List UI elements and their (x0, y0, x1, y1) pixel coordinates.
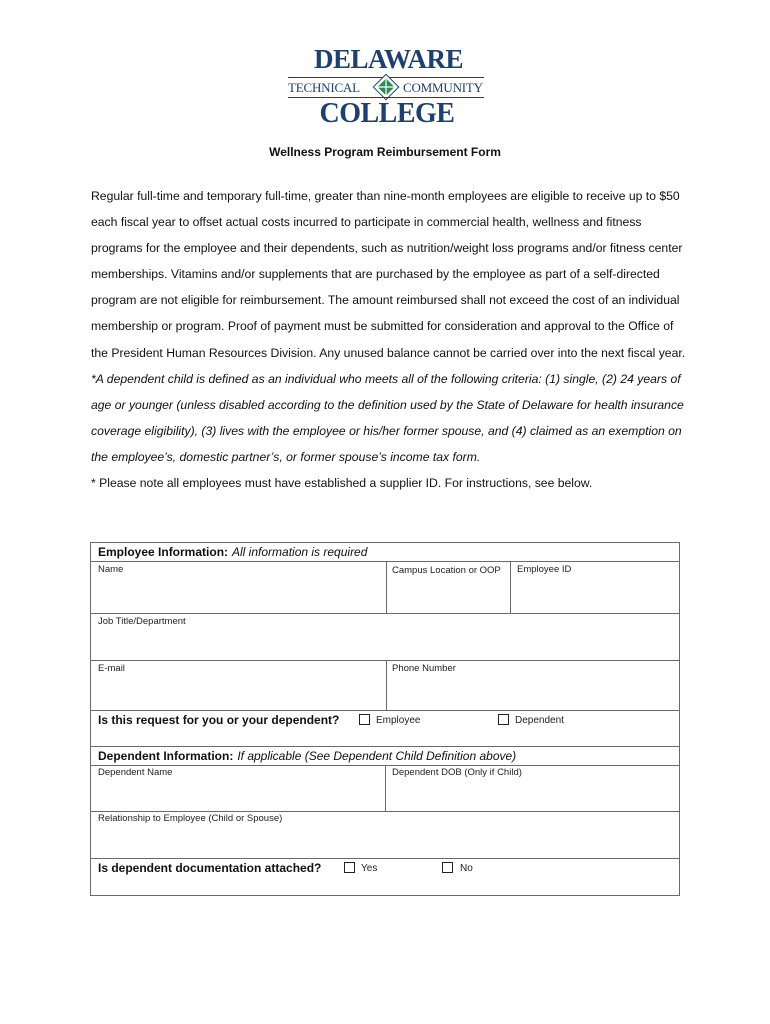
supplier-note-paragraph: * Please note all employees must have established a supplier ID. For instructions, see below. (91, 476, 593, 491)
dependent-definition-paragraph: *A dependent child is defined as an individual who meets all of the following criteria: (1) single, (2) 24 years of age or younger (unless disabled according to the definition used by the State of Delaware for health insurance coverage eligibility), (3) lives with the employee or his/her former spouse, and (4) claimed as an exemption on the employee’s, domestic partner’s, or former spouse’s income tax form. (91, 371, 684, 464)
dependent-option-label: Dependent (515, 715, 564, 726)
college-logo (288, 44, 484, 128)
logo-line-2-left: TECHNICAL (288, 80, 360, 95)
logo-line-3: COLLEGE (319, 98, 455, 129)
request-question-label: Is this request for you or your dependent? (98, 713, 340, 727)
dependent-section-title: Dependent Information: (98, 749, 234, 763)
name-field[interactable] (91, 562, 386, 613)
dependent-section-note: If applicable (See Dependent Child Definition above) (237, 749, 517, 763)
employee-id-field[interactable] (511, 562, 679, 613)
yes-checkbox[interactable] (344, 862, 355, 873)
job-title-field[interactable] (91, 614, 679, 660)
dependent-dob-label: Dependent DOB (Only if Child) (392, 767, 522, 778)
name-label: Name (98, 564, 124, 575)
logo-line-1: DELAWARE (314, 44, 464, 74)
dependent-dob-field[interactable] (386, 766, 679, 811)
divider (91, 858, 679, 859)
employee-checkbox[interactable] (359, 714, 370, 725)
relationship-field[interactable] (91, 812, 679, 858)
dependent-checkbox[interactable] (498, 714, 509, 725)
reimbursement-form-table (90, 542, 680, 896)
phone-label: Phone Number (392, 663, 456, 674)
employee-section-title: Employee Information: (98, 545, 229, 559)
divider (91, 746, 679, 747)
no-option-label: No (460, 863, 473, 874)
employee-id-label: Employee ID (517, 564, 572, 575)
employee-section-note: All information is required (232, 545, 368, 559)
documentation-question-label: Is dependent documentation attached? (98, 861, 322, 875)
logo-line-2-right: COMMUNITY (403, 80, 483, 95)
email-label: E-mail (98, 663, 125, 674)
yes-option-label: Yes (361, 863, 378, 874)
employee-option-label: Employee (376, 715, 421, 726)
relationship-label: Relationship to Employee (Child or Spouse) (98, 813, 283, 824)
no-checkbox[interactable] (442, 862, 453, 873)
email-field[interactable] (91, 661, 386, 710)
dependent-name-field[interactable] (91, 766, 385, 811)
job-title-label: Job Title/Department (98, 616, 186, 627)
phone-number-field[interactable] (387, 661, 679, 710)
dependent-section-heading (98, 749, 516, 763)
instructions-text (91, 183, 691, 496)
intro-paragraph: Regular full-time and temporary full-time, greater than nine-month employees are eligible to receive up to $50 each fiscal year to offset actual costs incurred to participate in commercial health, wellness and fitness programs for the employee and their dependents, such as nutrition/weight loss programs and/or fitness center memberships. Vitamins and/or supplements that are purchased by the employee as part of a self-directed program are not eligible for reimbursement. The amount reimbursed shall not exceed the cost of an individual membership or program. Proof of payment must be submitted for consideration and approval to the Office of the President Human Resources Division. Any unused balance cannot be carried over into the next fiscal year. (91, 189, 686, 360)
dependent-name-label: Dependent Name (98, 767, 173, 778)
campus-label: Campus Location or OOP (392, 565, 501, 576)
divider (91, 710, 679, 711)
campus-location-field[interactable] (387, 562, 510, 613)
form-title: Wellness Program Reimbursement Form (269, 145, 501, 159)
employee-section-heading (98, 545, 367, 559)
